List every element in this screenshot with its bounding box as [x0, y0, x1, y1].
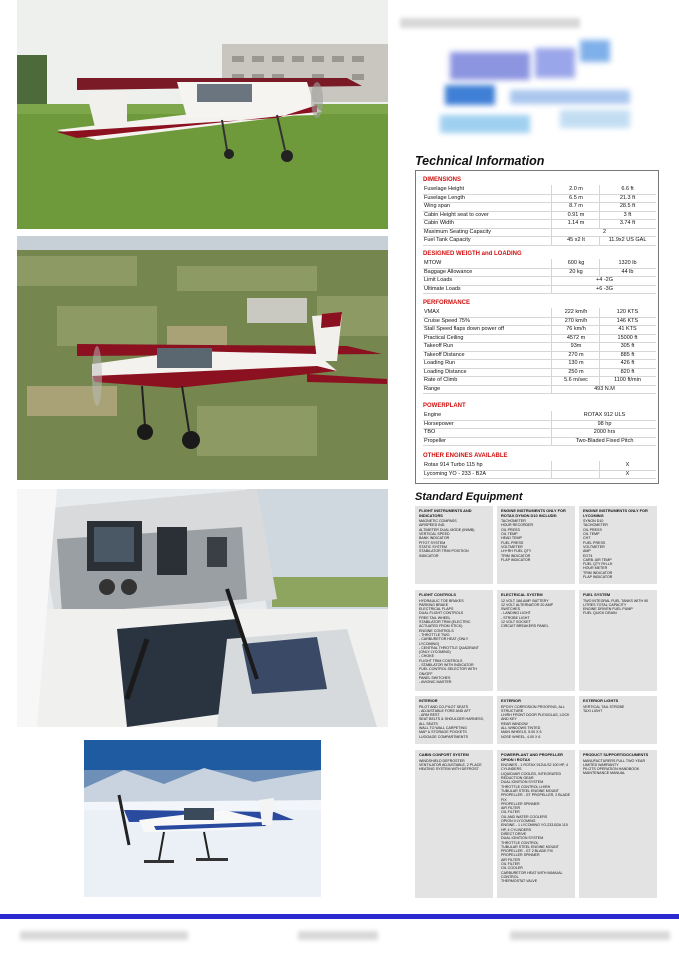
standard-equipment-title: Standard Equipment: [415, 491, 523, 503]
table-row: Fuel Tank Capacity 45 x2 lt 11.9x2 US GAL: [423, 236, 656, 246]
equipment-item: TUBULAR STEEL ENGINE MOUNT: [501, 788, 559, 793]
equipment-item: SEAT BELTS & SHOULDER HARNESS, ALL SEATS: [419, 717, 484, 726]
equipment-item: LUGGAGE COMPARTMENTS: [419, 734, 468, 739]
photo-cockpit-interior: [17, 489, 388, 727]
table-row: TBO 2000 hrs: [423, 428, 656, 438]
blurred-footer-center: [298, 931, 378, 940]
equipment-item: DUAL FLIGHT CONTROLS: [419, 611, 464, 616]
table-row: Rate of Climb 5.6 m/sec 1100 ft/min: [423, 376, 656, 386]
equipment-box-heading: EXTERIOR: [501, 698, 521, 703]
equipment-box: [415, 590, 493, 691]
equipment-item: - CHOKE: [419, 654, 434, 659]
equipment-box-heading: ENGINE INSTRUMENTS ONLY FOR LYCOMING: [583, 508, 648, 518]
equipment-item: FLAP INDICATOR: [501, 557, 531, 562]
table-row: Rotax 914 Turbo 115 hp X: [423, 461, 656, 471]
equipment-item: ALTIMETER DUAL MODE (IN/MB): [419, 527, 475, 532]
equipment-box-heading: CABIN CONFORT SYSTEM: [419, 752, 469, 757]
equipment-item: LH/RH FRONT DOOR PLEXIGLAS, LOCK AND KEY: [501, 713, 570, 722]
table-row: Wing span 8.7 m 28.5 ft: [423, 202, 656, 212]
equipment-box: [579, 696, 657, 744]
table-row: Fuselage Height 2.0 m 6.6 ft: [423, 185, 656, 195]
equipment-box: [497, 750, 575, 898]
equipment-item: THROTTLE CONTROL: [501, 840, 539, 845]
table-row: Fuselage Length 6.5 m 21.3 ft: [423, 194, 656, 204]
equipment-item: AMP: [583, 549, 591, 554]
table-row: VMAX 222 km/h 120 KTS: [423, 308, 656, 318]
equipment-item: - CENTRAL THROTTLE QUADRANT (ONLY LYCOMING): [419, 645, 479, 655]
equipment-item: FUEL PRESS: [583, 540, 606, 545]
table-row: Range 493 N.M: [423, 385, 656, 395]
section-heading-weight: DESIGNED WEIGTH and LOADING: [423, 251, 522, 257]
equipment-item: NOSE WHEEL, 4.00 X 6: [501, 734, 541, 739]
equipment-item: - AVIONIC MASTER: [419, 680, 452, 685]
footer-rule: [0, 914, 679, 919]
table-row: Takeoff Distance 270 m 885 ft: [423, 351, 656, 361]
equipment-item: MANUFACTURERS FULL TWO YEAR LIMITED WARRANTY: [583, 758, 646, 767]
equipment-item: DIRECT DRIVE: [501, 831, 527, 836]
photo-airplane-in-flight: [17, 236, 388, 480]
equipment-item: DUAL IGNITION SYSTEM: [501, 836, 544, 841]
section-heading-powerplant: POWERPLANT: [423, 403, 466, 409]
equipment-item: PARKING BRAKE: [419, 602, 449, 607]
equipment-item: LIQUID/AIR COOLED, INTEGRATED REDUCTION GEAR: [501, 771, 562, 781]
equipment-item: PROPELLER - GT PROPELLER, 2 BLADE FIX: [501, 793, 571, 802]
equipment-item: PILOT AND CO-PILOT SEATS: [419, 704, 469, 709]
equipment-item: TAXI LIGHT: [583, 708, 603, 713]
equipment-box: [497, 506, 575, 584]
equipment-item: PANEL SWITCHES: [419, 675, 451, 680]
section-heading-performance: PERFORMANCE: [423, 300, 471, 306]
table-row: Lycoming YO - 233 - B2A X: [423, 470, 656, 480]
equipment-item: PILOTS OPERATION HANDBOOK: [583, 767, 640, 772]
table-row: Cabin Width 1.14 m 3.74 ft: [423, 219, 656, 229]
equipment-box: [497, 590, 575, 691]
equipment-item: EGT4: [583, 553, 593, 558]
equipment-item: STATIC SYSTEM: [419, 544, 448, 549]
equipment-item: - THROTTLE TWO: [419, 632, 450, 637]
equipment-item: TWO INTEGRAL FUEL TANKS WITH 90 LITRES TOTAL CAPACITY: [583, 598, 649, 607]
equipment-item: SYNON D10: [583, 519, 604, 524]
table-row: MTOW 600 kg 1320 lb: [423, 259, 656, 269]
equipment-item: SWITCHES: [501, 607, 520, 612]
equipment-item: - ADJUSTABLE FORE AND AFT: [419, 708, 471, 713]
equipment-item: DUAL IGNITION SYSTEM: [501, 780, 544, 785]
table-row: Loading Distance 250 m 820 ft: [423, 368, 656, 378]
equipment-item: OIL COOLER: [501, 866, 523, 871]
table-row: Cabin Height seat to cover 0.91 m 3 ft: [423, 211, 656, 221]
equipment-item: HOUR METER: [583, 566, 608, 571]
equipment-item: MAIN WHEELS, 5.00 X 5: [501, 730, 542, 735]
equipment-item: FUEL QUICK DRAIN: [583, 611, 617, 616]
equipment-item: PROPELLER - GT 2 BLADE FIX: [501, 849, 554, 854]
equipment-item: 12 VOLT ALTERNATOR 20 AMP: [501, 602, 553, 607]
equipment-box: [415, 696, 493, 744]
equipment-item: CARB. AIR TEMP: [583, 557, 612, 562]
equipment-item: CHT: [583, 536, 591, 541]
equipment-item: TUBULAR STEEL ENGINE MOUNT: [501, 844, 559, 849]
equipment-box: [415, 750, 493, 898]
table-row: Practical Ceiling 4572 m 15000 ft: [423, 334, 656, 344]
equipment-item: REAR WINDOW: [501, 721, 528, 726]
equipment-box-heading: ELECTRICAL SYSTEM: [501, 592, 543, 597]
equipment-item: OIL TEMP: [501, 532, 518, 537]
equipment-box-heading: ENGINE INSTRUMENTS ONLY FOR ROTAX DYNON D10 INCLUDE:: [501, 508, 566, 518]
equipment-item: OIL TEMP: [583, 532, 600, 537]
equipment-item: HYDRAULIC TOE BRAKES: [419, 598, 464, 603]
table-row: Engine ROTAX 912 ULS: [423, 411, 656, 421]
equipment-item: FLAP INDICATOR: [583, 575, 613, 580]
equipment-item: WALL TO WALL CARPETING: [419, 726, 467, 731]
equipment-item: AIRSPEED IND.: [419, 523, 446, 528]
equipment-item: PROPELLER SPINNER: [501, 801, 540, 806]
equipment-item: TACHOMETER: [583, 523, 608, 528]
equipment-item: 12 VOLT SOCKET: [501, 620, 531, 625]
equipment-item: PROPELLER SPINNER: [501, 853, 540, 858]
table-row: Horsepower 98 hp: [423, 420, 656, 430]
equipment-item: STABILATOR TRIM POSITION INDICATOR: [419, 549, 469, 558]
equipment-item: - STABILATOR WITH INDICATOR: [419, 663, 474, 668]
section-heading-dimensions: DIMENSIONS: [423, 177, 462, 183]
equipment-item: MAINTENANCE MANUAL: [583, 771, 626, 776]
table-row: Limit Loads +4 -2G: [423, 276, 656, 286]
table-row: Loading Run 130 m 426 ft: [423, 359, 656, 369]
blurred-footer-left: [20, 931, 188, 940]
equipment-item: MAGNETIC COMPASS: [419, 519, 457, 524]
equipment-item: FUEL PRESS: [501, 540, 524, 545]
equipment-item: - ARM REST: [419, 713, 440, 718]
equipment-item: PITOT SYSTEM: [419, 540, 446, 545]
equipment-item: - LANDING LIGHT: [501, 611, 531, 616]
equipment-item: THROTTLE CONTROL LH/RH: [501, 784, 551, 789]
equipment-item: ENGINE - 1 LYCOMING YO-233-B2A 115 HP, 4 CYLINDERS: [501, 823, 568, 832]
equipment-item: VOLTMETER: [583, 544, 605, 549]
equipment-item: ENGINE CONTROLS: [419, 628, 454, 633]
equipment-item: EPOXY CORROSION PROOFING, ALL STRUCTURE: [501, 704, 565, 713]
table-row: Ultimate Loads +6 -3G: [423, 285, 656, 295]
equipment-item: FLIGHT TRIM CONTROLS: [419, 658, 463, 663]
equipment-item: TRIM INDICATOR: [583, 570, 613, 575]
technical-table: [415, 170, 659, 484]
equipment-item: VENTILATOR ADJUSTABLE, 2 PLACE: [419, 762, 482, 767]
equipment-item: ALL WINDOWS TINTED: [501, 726, 541, 731]
equipment-item: FUEL CONTROL SELECTOR WITH ON/OFF: [419, 667, 477, 676]
equipment-item: ENGINES - 1 ROTAX 912ULS2 100 HP, 4 CYLINDERS: [501, 763, 568, 772]
equipment-item: OIL FILTER: [501, 810, 520, 815]
equipment-box: [579, 750, 657, 898]
technical-information-title: Technical Information: [415, 154, 545, 168]
equipment-box-heading: FLIGHT CONTROLS: [419, 592, 456, 597]
equipment-item: - STROBE LIGHT: [501, 615, 530, 620]
equipment-item: HOUR RECORDER: [501, 523, 534, 528]
section-heading-other-engines: OTHER ENGINES AVAILABLE: [423, 453, 508, 459]
equipment-item: - CARBURETOR HEAT (ONLY LYCOMING): [419, 637, 469, 646]
equipment-item: THERMOSTAT VALVE: [501, 879, 538, 884]
table-row: Takeoff Run 93m 305 ft: [423, 342, 656, 352]
equipment-item: FUEL QTY RH-LH: [583, 562, 613, 567]
equipment-item: VERTICAL SPEED: [419, 532, 450, 537]
equipment-item: AIR FILTER: [501, 857, 521, 862]
equipment-box: [579, 506, 657, 584]
equipment-box: [415, 506, 493, 584]
equipment-item: HEATING SYSTEM WITH DEFROST: [419, 767, 479, 772]
equipment-item: AIR FILTER: [501, 806, 521, 811]
equipment-box-heading: FUEL SYSTEM: [583, 592, 611, 597]
table-row: Maximum Seating Capacity 2: [423, 228, 656, 238]
equipment-item: OIL PRESS: [501, 527, 520, 532]
equipment-item: CIRCUIT BREAKERS PANEL: [501, 624, 549, 629]
equipment-item: 12 VOLT 18A AMP. BATTERY: [501, 598, 549, 603]
equipment-box-heading: INTERIOR: [419, 698, 438, 703]
equipment-item: MAP & STORAGE POCKETS: [419, 730, 467, 735]
equipment-item: TACHOMETER: [501, 519, 526, 524]
photo-airplane-on-snow: [84, 740, 321, 897]
equipment-item: OIL PRESS: [583, 527, 602, 532]
equipment-item: VERTICAL TAIL STROBE: [583, 704, 625, 709]
equipment-item: OIL AND WATER COOLERS: [501, 814, 548, 819]
equipment-item: VOLTMETER: [501, 544, 523, 549]
equipment-item: ELECTRICAL FLAPS: [419, 607, 454, 612]
equipment-box: [579, 590, 657, 691]
equipment-box-heading: FLIGHT INSTRUMENTS AND INDICATORS: [419, 508, 472, 518]
blurred-footer-right: [510, 931, 670, 940]
equipment-item: BANK INDICATOR: [419, 536, 450, 541]
equipment-item: LH+RH FUEL QTY: [501, 549, 532, 554]
table-row: Baggage Allowance 20 kg 44 lb: [423, 268, 656, 278]
equipment-box-heading: PRODUCT SUPPORT/DOCUMENTS: [583, 752, 649, 757]
equipment-item: ENGINE DRIVEN FUEL PUMP: [583, 607, 633, 612]
equipment-item: TRIM INDICATOR: [501, 553, 531, 558]
equipment-item: OPION II LYCOMING: [501, 819, 536, 824]
equipment-item: FREE TAIL WHEEL: [419, 615, 451, 620]
equipment-box-heading: POWERPLANT AND PROPELLER OPION I ROTAX: [501, 752, 563, 762]
equipment-item: WINDSHIELD DEFROSTER: [419, 758, 465, 763]
table-row: Cruise Speed 75% 270 km/h 146 KTS: [423, 317, 656, 327]
equipment-box-heading: EXTERIOR LIGHTS: [583, 698, 619, 703]
equipment-box: [497, 696, 575, 744]
equipment-item: STABILATOR TRIM (ELECTRIC ACTUATED FROM STICK): [419, 620, 471, 629]
blurred-brand-logo: [440, 30, 655, 140]
table-row: Propeller Two-Bladed Fixed Pitch: [423, 437, 656, 447]
table-row: Stall Speed flaps down power off 76 km/h 41 KTS: [423, 325, 656, 335]
blurred-header-text: [400, 18, 580, 28]
equipment-item: OIL FILTER: [501, 862, 520, 867]
photo-airplane-on-grass: [17, 0, 388, 229]
equipment-item: CARBURETOR HEAT WITH MANUAL CONTROL: [501, 870, 563, 879]
equipment-item: HEAD TEMP: [501, 536, 522, 541]
